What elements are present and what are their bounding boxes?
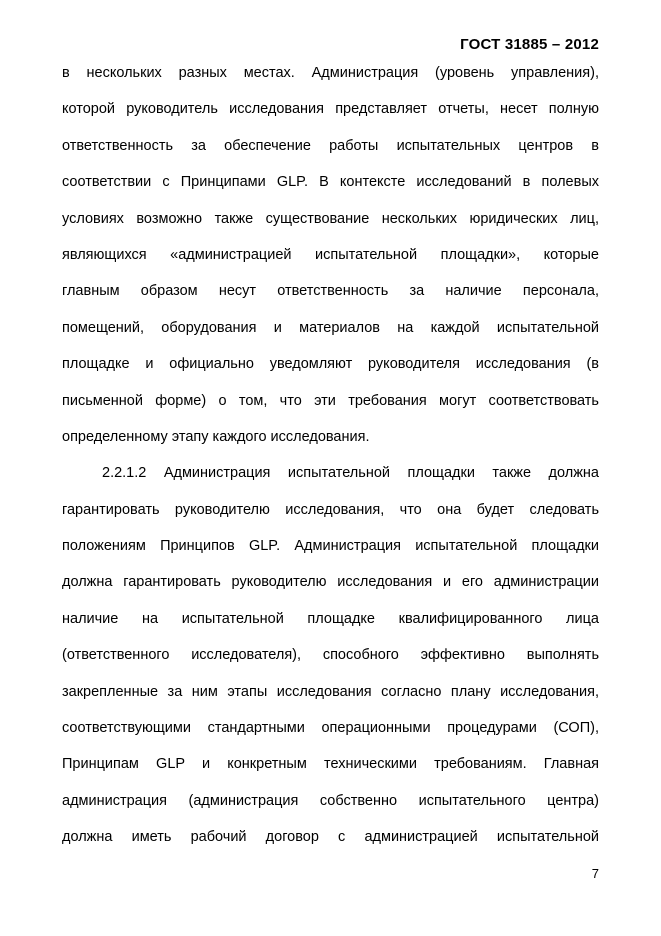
text-line: администрация (администрация собственно испытательного центра) xyxy=(62,792,599,809)
text-line: ответственность за обеспечение работы испытательных центров в xyxy=(62,137,599,154)
text-line: которой руководитель исследования представляет отчеты, несет полную xyxy=(62,101,599,118)
body-text xyxy=(62,62,599,863)
text-line: Принципам GLP и конкретным техническими требованиям. Главная xyxy=(62,756,599,773)
text-line: площадке и официально уведомляют руководителя исследования (в xyxy=(62,356,599,373)
text-line: соответствии с Принципами GLP. В контексте исследований в полевых xyxy=(62,174,599,191)
text-line: письменной форме) о том, что эти требования могут соответствовать xyxy=(62,392,599,409)
text-line: в нескольких разных местах. Администрация (уровень управления), xyxy=(62,65,599,81)
text-line: соответствующими стандартными операционными процедурами (СОП), xyxy=(62,720,599,737)
page-number: 7 xyxy=(591,866,599,881)
text-line: (ответственного исследователя), способного эффективно выполнять xyxy=(62,647,599,664)
text-line: определенному этапу каждого исследования. xyxy=(62,428,370,445)
text-line: положениям Принципов GLP. Администрация испытательной площадки xyxy=(62,538,599,555)
text-line: являющихся «администрацией испытательной площадки», которые xyxy=(62,246,599,263)
document-header: ГОСТ 31885 – 2012 xyxy=(460,36,599,53)
text-line: наличие на испытательной площадке квалифицированного лица xyxy=(62,610,599,627)
text-line: должна гарантировать руководителю исследования и его администрации xyxy=(62,574,599,591)
text-line: закрепленные за ним этапы исследования согласно плану исследования, xyxy=(62,683,599,700)
text-line: 2.2.1.2 Администрация испытательной площадки также должна xyxy=(102,465,599,482)
text-line: гарантировать руководителю исследования, что она будет следовать xyxy=(62,501,599,518)
text-line: главным образом несут ответственность за наличие персонала, xyxy=(62,283,599,300)
text-line: условиях возможно также существование нескольких юридических лиц, xyxy=(62,210,599,227)
text-line: помещений, оборудования и материалов на каждой испытательной xyxy=(62,319,599,336)
text-line: должна иметь рабочий договор с администрацией испытательной xyxy=(62,829,599,846)
